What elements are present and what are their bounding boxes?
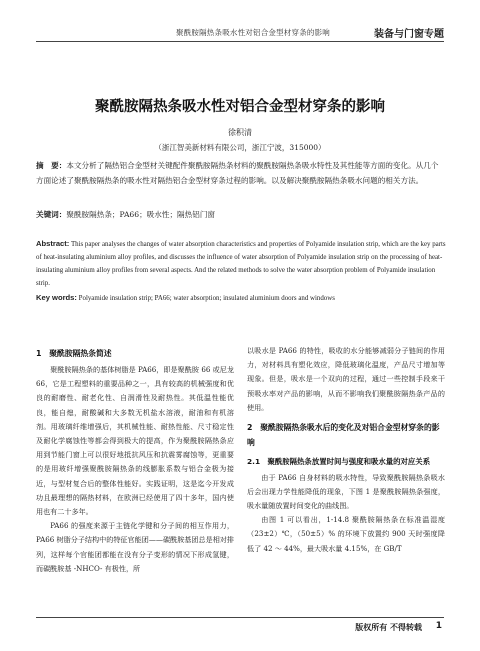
abstract-cn-text: 本文分析了隔热铝合金型材关键配件聚酰胺隔热条材料的聚酰胺隔热条吸水特性及其性能等方面的变化。从几个方面论述了聚酰胺隔热条的吸水性对隔热铝合金型材穿条过程的影响。以及解决聚酰胺隔热条吸水问题的相关方法。	[36, 161, 439, 186]
keywords-cn	[36, 209, 446, 220]
keywords-cn-text: 聚酰胺隔热条；PA66；吸水性；隔热铝门窗	[66, 210, 216, 219]
section-tag: 装备与门窗专题	[374, 29, 444, 40]
section-1-continuation: 以吸水是 PA66 的特性，吸收的水分能够减弱分子链间的作用力，对材料具有塑化效应，降低玻璃化温度，产品尺寸增加等现象。但是，吸水是一个双向的过程，通过一些控制手段来干预吸水率对产品的影响，从而不影响我们聚酰胺隔热条产品的使用。	[247, 346, 445, 412]
abstract-cn	[36, 158, 446, 188]
abstract-en-text: This paper analyses the changes of water absorption characteristics and properties of Polyamide insulation strip, which are the key parts of heat-insulating aluminium alloy profiles, and discusses the influence of water absorption of Polyamide insulation strip on the processing of heat-insulating aluminium alloy profiles from several aspects. And the related methods to solve the water absorption problem of Polyamide insulation strip.	[36, 241, 446, 287]
section-2-1-paragraph-2: 由图 1 可以看出，1-14.8 聚酰胺隔热条在标准温湿度（23±2）℃，（50±5）% 的环境下放置约 900 天时强度降低了 42 ～ 44%，最大吸水量 4.15%，在 GB/T	[247, 515, 445, 553]
keywords-en-label: Key words:	[36, 293, 77, 302]
paper-title: 聚酰胺隔热条吸水性对铝合金型材穿条的影响	[95, 99, 385, 115]
section-1-heading: 1 聚酰胺隔热条简述	[36, 349, 112, 358]
header-divider	[36, 41, 444, 42]
keywords-cn-label: 关键词：	[36, 210, 67, 219]
footer-divider	[36, 617, 444, 618]
section-1-paragraph-2: PA66 的强度来源于主链化学键和分子间的相互作用力，PA66 树脂分子结构中的特征官能团——碳酰胺基团总是相对排列，这样每个官能团都能在没有分子变形的情况下形成氢键，而碳酰胺基 -NHCO- 有极性，所	[36, 521, 234, 573]
left-column	[36, 346, 234, 576]
abstract-en	[36, 237, 446, 290]
section-1-paragraph-1: 聚酰胺隔热条的基体树脂是 PA66，即是聚酰胺 66 或尼龙 66，它是工程塑料的重要品种之一，具有较高的机械强度和优良的耐磨性、耐老化性、自润滑性及耐热性。其低温性能优良，能自熄，耐酸碱和大多数无机盐水溶液，耐油和有机溶剂。用玻璃纤维增强后，其机械性能、耐热性能、尺寸稳定性及耐化学腐蚀性等都会得到极大的提高，作为聚酰胺隔热条应用到节能门窗上可以很好地抵抗风压和抗震雾腐蚀等，更重要的是用玻纤增强聚酰胺隔热条的线膨胀系数与铝合金极为接近，与型材复合后的整体性能好。实践证明，这是迄今开发成功且最理想的隔热材料，在欧洲已经使用了四十多年，国内使用也有二十多年。	[36, 365, 234, 517]
keywords-en	[36, 293, 446, 302]
section-2-1-paragraph-1: 由于 PA66 自身材料的吸水特性，导致聚酰胺隔热条吸水后会出现力学性能降低的现象，下图 1 是聚酰胺隔热条强度，吸水量随放置时间变化的曲线图。	[247, 472, 445, 510]
keywords-en-text: Polyamide insulation strip; PA66; water absorption; insulated aluminium doors and windows	[78, 295, 335, 302]
running-header	[0, 0, 480, 44]
copyright-notice: 版权所有 不得转载	[355, 623, 422, 632]
abstract-en-label: Abstract:	[36, 239, 70, 248]
abstract-cn-label: 摘 要：	[36, 161, 67, 170]
section-2-1-heading: 2.1 聚酰胺隔热条放置时间与强度和吸水量的对应关系	[247, 457, 431, 467]
right-column	[247, 344, 445, 556]
section-2-heading: 2 聚酰胺隔热条吸水后的变化及对铝合金型材穿条的影响	[247, 423, 440, 448]
affiliation: （浙江智美新材料有限公司，浙江宁波，315000）	[154, 143, 326, 152]
running-title: 聚酰胺隔热条吸水性对铝合金型材穿条的影响	[176, 28, 330, 37]
author: 徐积清	[228, 128, 252, 137]
page-number: 1	[435, 621, 442, 631]
